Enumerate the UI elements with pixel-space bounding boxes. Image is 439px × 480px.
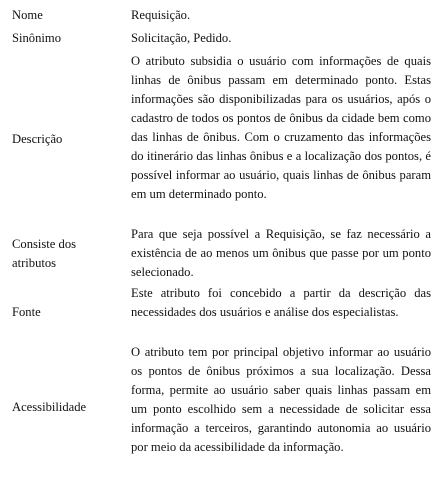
definition-sinonimo: Solicitação, Pedido. [131,31,232,45]
row-nome [0,6,439,25]
row-consiste-dos-atributos [0,225,439,283]
definition-nome: Requisição. [131,8,191,22]
row-fonte [0,284,439,342]
definition-fonte: Este atributo foi concebido a partir da descrição das necessidades dos usuários e análise dos especialistas. [131,286,431,319]
term-sinonimo: Sinônimo [12,31,61,45]
term-fonte: Fonte [12,305,41,319]
term-descricao: Descrição [12,132,63,146]
definition-acessibilidade: O atributo tem por principal objetivo informar ao usuário os pontos de ônibus próximos a sua localização. Dessa forma, permite ao usuário saber quais linhas passam em um ponto escolhido sem a necessidade de solicitar essa informação a terceiros, garantindo autonomia ao usuário por meio da acessibilidade da informação. [131,345,431,454]
row-descricao [0,50,439,246]
row-sinonimo [0,29,439,48]
term-nome: Nome [12,8,43,22]
term-acessibilidade: Acessibilidade [12,400,87,414]
definition-consiste-dos-atributos: Para que seja possível a Requisição, se faz necessário a existência de ao menos um ônibus que passe por um ponto selecionado. [131,227,431,279]
term-consiste-dos-atributos: Consiste dos atributos [12,237,77,270]
definition-descricao: O atributo subsidia o usuário com informações de quais linhas de ônibus passam em determinado ponto. Estas informações são disponibilizadas para os usuários, após o cadastro de todos os pontos de ônibus da cidade bem como das linhas de ônibus. Com o cruzamento das informações do itinerário das linhas ônibus e a localização dos pontos, é possível informar ao usuário, quais linhas de ônibus param em um determinado ponto. [131,54,431,201]
row-acessibilidade [0,342,439,476]
